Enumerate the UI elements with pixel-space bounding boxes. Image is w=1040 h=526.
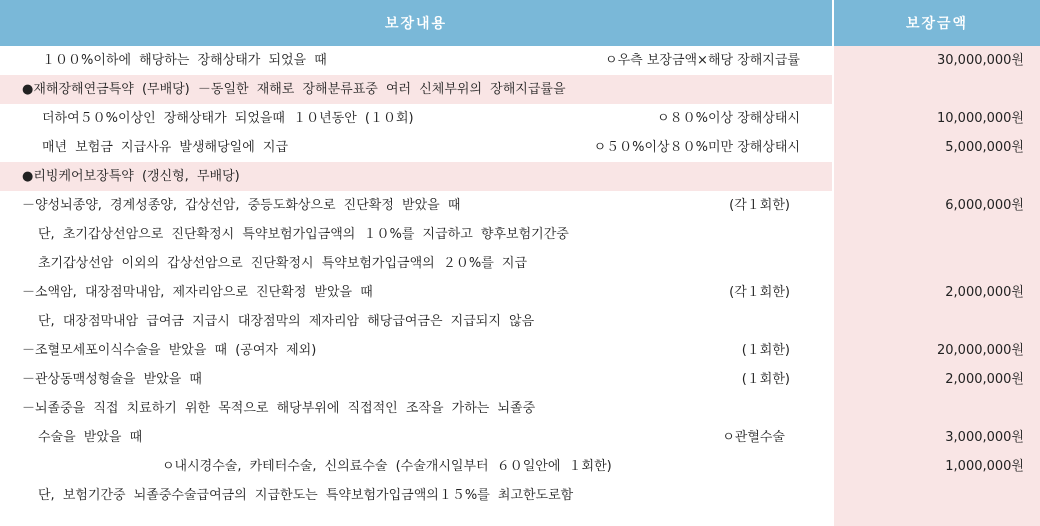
row-text: －조혈모세포이식수술을 받았을 때 (공여자 제외) <box>22 343 317 358</box>
table-row <box>0 365 1040 394</box>
row-text: 초기갑상선암 이외의 갑상선암으로 진단확정시 특약보험가입금액의 ２０%를 지급 <box>38 256 528 271</box>
row-text: 단, 초기갑상선암으로 진단확정시 특약보험가입금액의 １０%를 지급하고 향후보험기간중 <box>38 227 569 242</box>
row-amount: 30,000,000원 <box>937 53 1024 68</box>
row-text: －뇌졸중을 직접 치료하기 위한 목적으로 해당부위에 직접적인 조작을 가하는 뇌졸중 <box>22 401 536 416</box>
table-row <box>0 191 1040 220</box>
table-row <box>0 481 1040 510</box>
table-row <box>0 423 1040 452</box>
row-right-note: ㅇ우측 보장금액×해당 장해지급률 <box>605 53 800 68</box>
row-amount: 2,000,000원 <box>945 285 1024 300</box>
row-right-note: ㅇ８０%이상 장해상태시 <box>657 111 800 126</box>
row-right-note: (각１회한) <box>729 285 790 300</box>
section-title: ●재해장해연금특약 (무배당) －동일한 재해로 장해분류표중 여러 신체부위의 장해지급률을 <box>22 82 566 97</box>
row-amount: 5,000,000원 <box>945 140 1024 155</box>
row-amount: 10,000,000원 <box>937 111 1024 126</box>
table-row <box>0 452 1040 481</box>
row-text: －소액암, 대장점막내암, 제자리암으로 진단확정 받았을 때 <box>22 285 373 300</box>
row-text: 매년 보험금 지급사유 발생해당일에 지급 <box>42 140 289 155</box>
table-row <box>0 249 1040 278</box>
row-amount: 6,000,000원 <box>945 198 1024 213</box>
table-row <box>0 104 1040 133</box>
table-row <box>0 133 1040 162</box>
row-amount: 3,000,000원 <box>945 430 1024 445</box>
table-row <box>0 307 1040 336</box>
row-amount: 20,000,000원 <box>937 343 1024 358</box>
header-amount: 보장금액 <box>834 0 1040 46</box>
table-row <box>0 220 1040 249</box>
row-text: 더하여５０%이상인 장해상태가 되었을때 １０년동안 (１０회) <box>42 111 414 126</box>
row-right-note: ㅇ관혈수술 <box>722 430 785 445</box>
table-row <box>0 278 1040 307</box>
row-text: １００%이하에 해당하는 장해상태가 되었을 때 <box>42 53 327 68</box>
table-row <box>0 394 1040 423</box>
row-amount: 1,000,000원 <box>945 459 1024 474</box>
table-row <box>0 336 1040 365</box>
row-text: －양성뇌종양, 경계성종양, 갑상선암, 중등도화상으로 진단확정 받았을 때 <box>22 198 461 213</box>
table-row-section <box>0 162 1040 191</box>
header-coverage: 보장내용 <box>0 0 832 46</box>
row-amount: 2,000,000원 <box>945 372 1024 387</box>
table-row-section <box>0 75 1040 104</box>
row-text: 단, 대장점막내암 급여금 지급시 대장점막의 제자리암 해당급여금은 지급되지 않음 <box>38 314 535 329</box>
row-text: 수술을 받았을 때 <box>38 430 143 445</box>
row-right-note: (각１회한) <box>729 198 790 213</box>
row-text: 단, 보험기간중 뇌졸중수술급여금의 지급한도는 특약보험가입금액의１５%를 최고한도로함 <box>38 488 574 503</box>
section-title: ●리빙케어보장특약 (갱신형, 무배당) <box>22 169 240 184</box>
row-text: －관상동맥성형술을 받았을 때 <box>22 372 202 387</box>
row-right-note: ㅇ５０%이상８０%미만 장해상태시 <box>593 140 800 155</box>
row-right-note: (１회한) <box>741 372 790 387</box>
row-text: ㅇ내시경수술, 카테터수술, 신의료수술 (수술개시일부터 ６０일안에 １회한) <box>162 459 612 474</box>
row-right-note: (１회한) <box>741 343 790 358</box>
table-row <box>0 46 1040 75</box>
